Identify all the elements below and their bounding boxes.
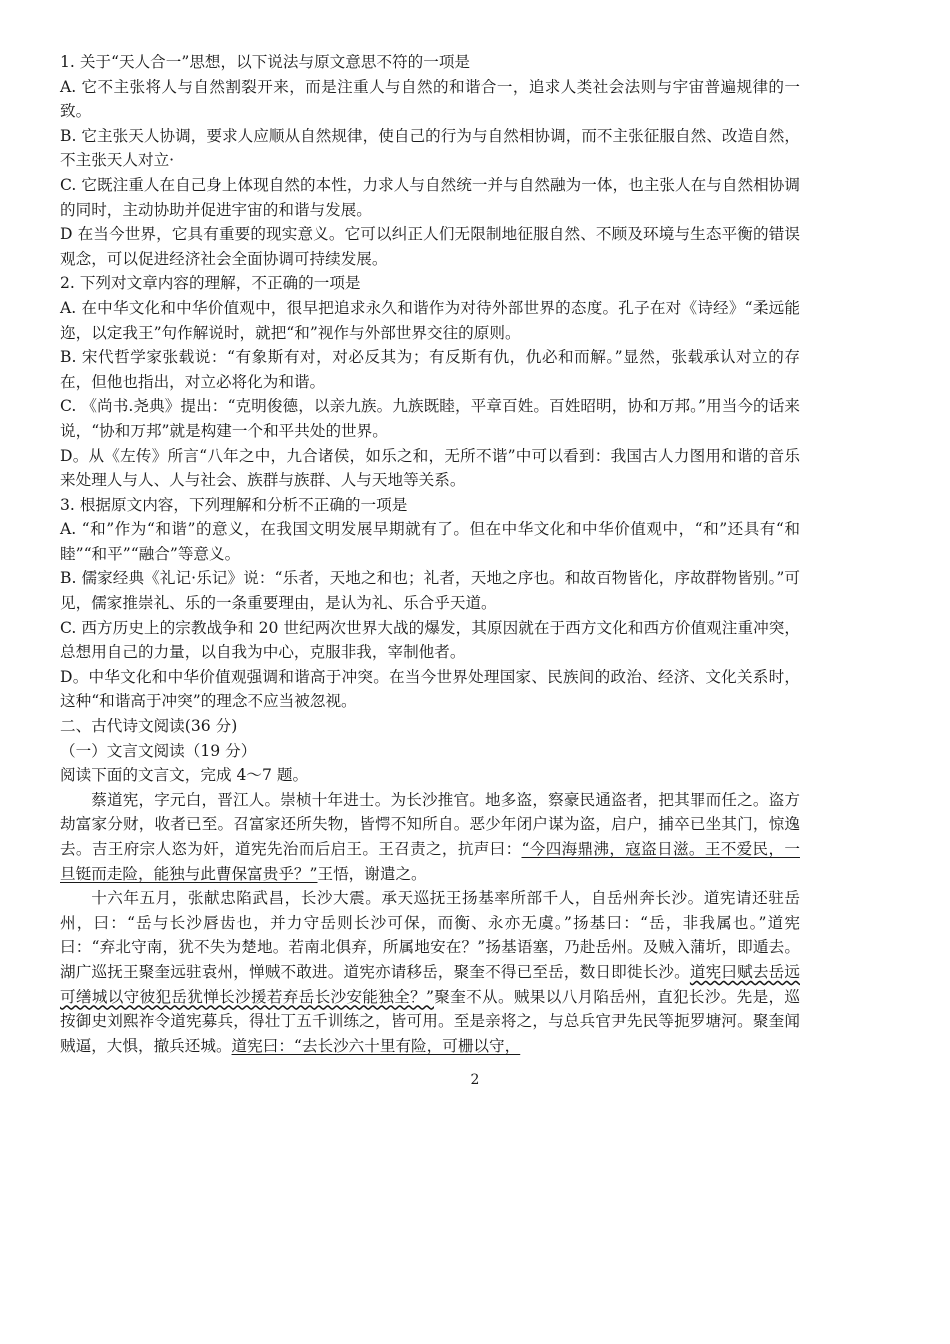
question-2-option-d: D。从《左传》所言“八年之中，九合诸侯，如乐之和，无所不谐”中可以看到：我国古人力图用和谐的音乐来处理人与人、人与社会、族群与族群、人与天地等关系。 (60, 446, 800, 490)
page-number: 2 (470, 1072, 480, 1088)
question-2-option-c: C. 《尚书.尧典》提出：“克明俊德，以亲九族。九族既睦，平章百姓。百姓昭明，协和万邦。”用当今的话来说，“协和万邦”就是构建一个和平共处的世界。 (60, 397, 800, 440)
underlined-sentence: “今四海鼎沸，寇盗日滋。王不爱民，一旦铤而走险，能独与此曹保富贵乎？” (60, 840, 800, 883)
passage-paragraph-2 (60, 886, 800, 1058)
passage-text: 聚奎不从。贼果以八月陷岳州，直犯长沙。先是，巡按御史刘熙祚令道宪募兵，得壮丁五千训练之，皆可用。至是亲将之，与总兵官尹先民等扼罗塘河。聚奎闻贼逼，大惧，撤兵还城。 (60, 987, 800, 1055)
question-2-option-a: A. 在中华文化和中华价值观中，很早把追求永久和谐作为对待外部世界的态度。孔子在对《诗经》“柔远能迩，以定我王”句作解说时，就把“和”视作与外部世界交往的原则。 (60, 298, 800, 342)
wavy-underlined-sentence: 道宪曰赋去岳远可缮城以守彼犯岳犹惮长沙援若弃岳长沙安能独全？” (60, 962, 800, 1006)
passage-text: 十六年五月，张献忠陷武昌，长沙大震。承天巡抚王扬基率所部千人，自岳州奔长沙。道宪请还驻岳州，曰：“岳与长沙唇齿也，并力守岳则长沙可保，而衡、永亦无虞。”扬基曰：“岳，非我属也。”道宪曰：“弃北守南，犹不失为楚地。若南北俱弃，所属地安在？”扬基语塞，乃赴岳州。及贼入蒲圻，即遁去。湖广巡抚王聚奎远驻袁州，惮贼不敢进。道宪亦请移岳，聚奎不得已至岳，数日即徙长沙。 (60, 889, 800, 981)
question-3-stem: 3. 根据原文内容，下列理解和分析不正确的一项是 (60, 495, 408, 514)
question-1-option-b: B. 它主张天人协调，要求人应顺从自然规律，使自己的行为与自然相协调，而不主张征服自然、改造自然，不主张天人对立· (60, 126, 800, 170)
section-title: 二、古代诗文阅读(36 分) (60, 717, 238, 736)
question-3-option-b: B. 儒家经典《礼记·乐记》说：“乐者，天地之和也；礼者，天地之序也。和故百物皆化，序故群物皆别。”可见，儒家推崇礼、乐的一条重要理由，是认为礼、乐合乎天道。 (60, 569, 800, 613)
question-1-option-c: C. 它既注重人在自己身上体现自然的本性，力求人与自然统一并与自然融为一体，也主张人在与自然相协调的同时，主动协助并促进宇宙的和谐与发展。 (60, 175, 800, 219)
underlined-sentence: 道宪曰：“去长沙六十里有险，可栅以守， (231, 1036, 521, 1055)
passage-text: 蔡道宪，字元白，晋江人。崇桢十年进士。为长沙推官。地多盗，察豪民通盗者，把其罪而任之。盗方劫富家分财，收者已至。召富家还所失物，皆愕不知所自。恶少年闭户谋为盗，启户，捕卒已坐其门，惊逸去。吉王府宗人恣为奸，道宪先治而后启王。王召责之，抗声曰： (60, 790, 800, 858)
passage-paragraph-1 (60, 788, 800, 886)
question-3-option-c: C. 西方历史上的宗教战争和 20 世纪两次世界大战的爆发，其原因就在于西方文化和西方价值观注重冲突，总想用自己的力量，以自我为中心，克服非我，宰制他者。 (60, 618, 800, 662)
question-2-stem: 2. 下列对文章内容的理解，不正确的一项是 (60, 274, 361, 293)
question-1-option-d: D 在当今世界，它具有重要的现实意义。它可以纠正人们无限制地征服自然、不顾及环境与生态平衡的错误观念，可以促进经济社会全面协调可持续发展。 (60, 225, 800, 268)
question-3-option-a: A. “和”作为“和谐”的意义，在我国文明发展早期就有了。但在中华文化和中华价值观中，“和”还具有“和睦”“和平”“融合”等意义。 (60, 520, 800, 563)
question-1-stem: 1. 关于“天人合一”思想，以下说法与原文意思不符的一项是 (60, 53, 471, 71)
section-subtitle: （一）文言文阅读（19 分） (60, 741, 257, 760)
question-1-option-a: A. 它不主张将人与自然割裂开来，而是注重人与自然的和谐合一，追求人类社会法则与宇宙普遍规律的一致。 (60, 77, 800, 121)
question-2-option-b: B. 宋代哲学家张载说：“有象斯有对，对必反其为；有反斯有仇，仇必和而解。”显然，张载承认对立的存在，但他也指出，对立必将化为和谐。 (60, 348, 800, 391)
question-3-option-d: D。中华文化和中华价值观强调和谐高于冲突。在当今世界处理国家、民族间的政治、经济、文化关系时，这种“和谐高于冲突”的理念不应当被忽视。 (60, 667, 800, 711)
exam-page (60, 50, 800, 1058)
passage-text: 王悟，谢遣之。 (317, 864, 427, 883)
reading-instruction: 阅读下面的文言文，完成 4～7 题。 (60, 766, 309, 785)
